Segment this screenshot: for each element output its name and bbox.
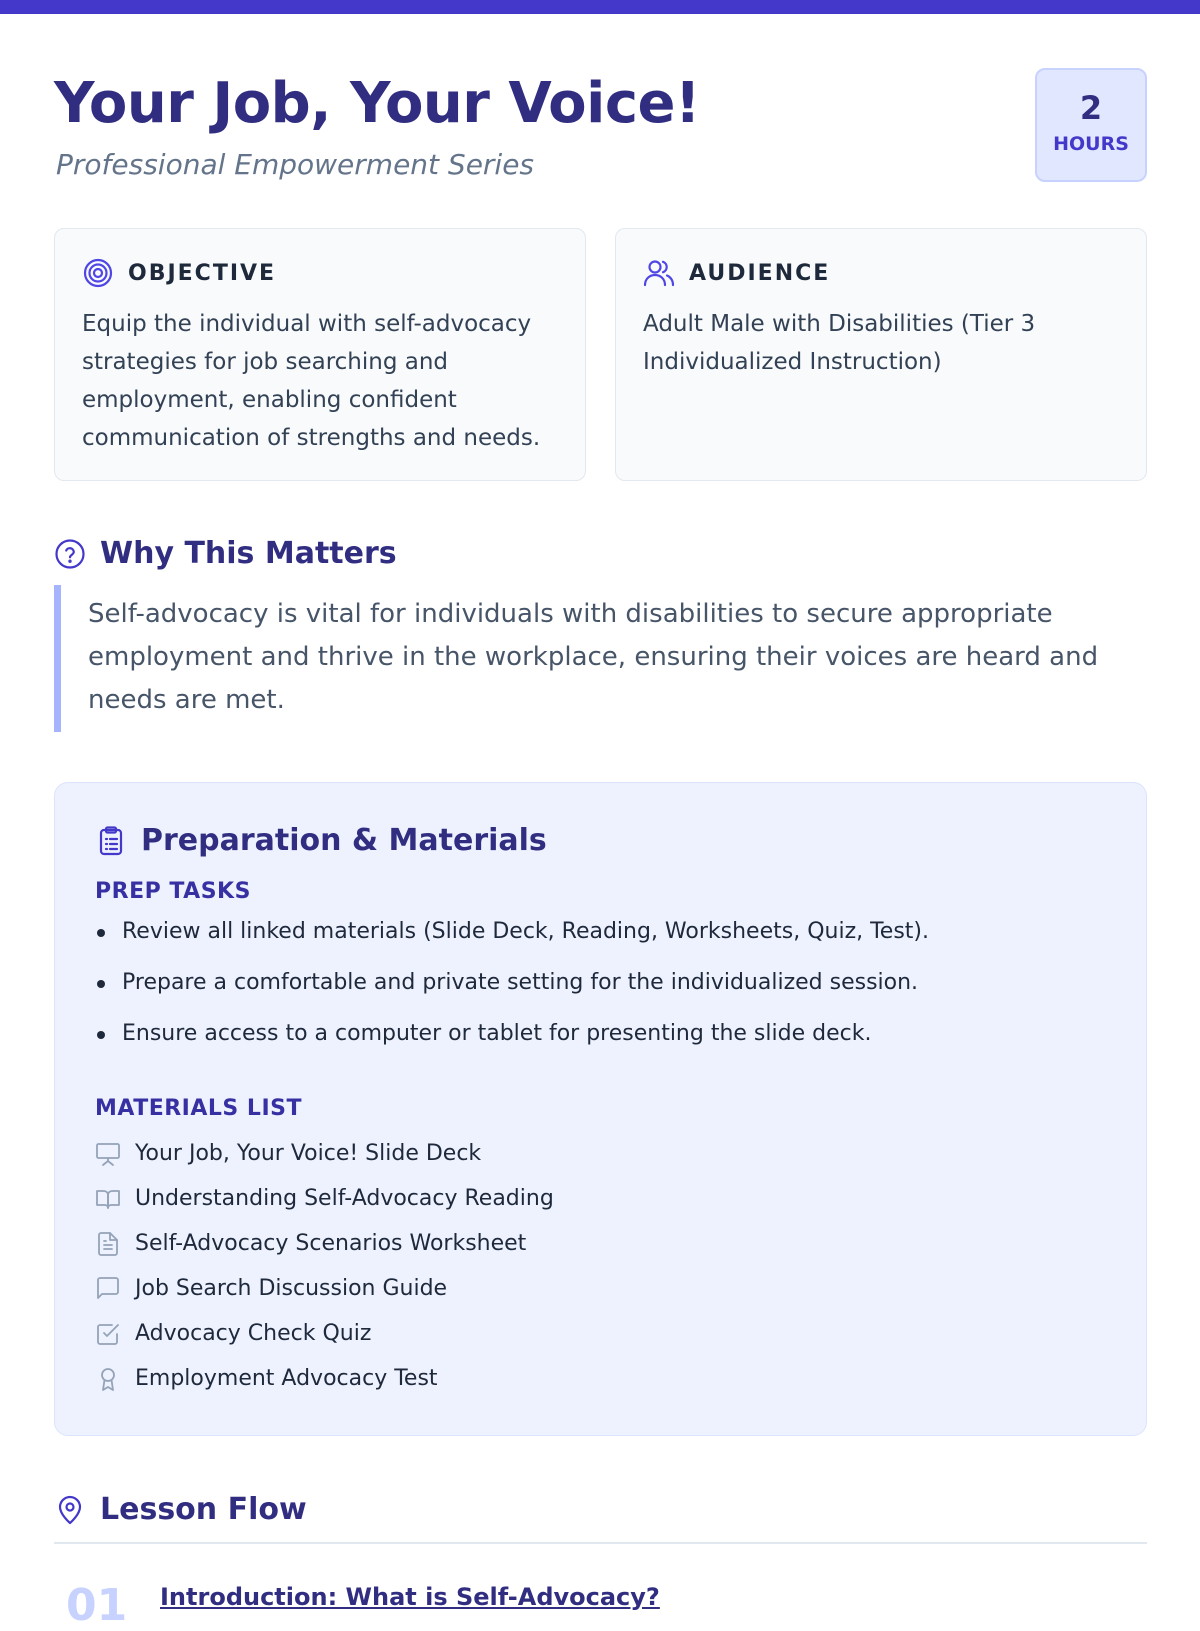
message-square-icon (95, 1276, 121, 1302)
material-item[interactable] (95, 1266, 554, 1311)
material-item[interactable] (95, 1131, 554, 1176)
flow-step-title[interactable]: Introduction: What is Self-Advocacy? (160, 1583, 660, 1611)
objective-card (54, 228, 586, 481)
award-icon (95, 1366, 121, 1392)
book-open-icon (95, 1186, 121, 1212)
prep-tasks-heading: PREP TASKS (95, 879, 251, 904)
material-label: Self-Advocacy Scenarios Worksheet (135, 1231, 527, 1256)
page-header (54, 70, 1147, 190)
duration-badge (1035, 68, 1147, 182)
flow-step-number: 01 (66, 1580, 128, 1631)
preparation-panel (54, 782, 1147, 1436)
clipboard-icon (95, 825, 127, 857)
prep-task-list (95, 915, 929, 1068)
why-section-heading (54, 536, 397, 571)
lesson-flow-title: Lesson Flow (100, 1492, 307, 1527)
lesson-flow-heading (54, 1492, 307, 1527)
material-item[interactable] (95, 1221, 554, 1266)
prep-task-item: Ensure access to a computer or tablet for presenting the slide deck. (95, 1017, 929, 1068)
page-title: Your Job, Your Voice! (54, 71, 701, 136)
prep-title: Preparation & Materials (141, 823, 547, 858)
file-text-icon (95, 1231, 121, 1257)
objective-title: OBJECTIVE (128, 260, 277, 286)
prep-heading (95, 823, 547, 858)
check-square-icon (95, 1321, 121, 1347)
why-quote: Self-advocacy is vital for individuals with disabilities to secure appropriate employment and thrive in the workplace, ensuring their voices are heard and needs are met. (54, 585, 1147, 732)
duration-value: 2 (1079, 89, 1103, 127)
material-label: Your Job, Your Voice! Slide Deck (135, 1141, 482, 1166)
users-icon (643, 257, 675, 289)
prep-task-item: Prepare a comfortable and private setting for the individualized session. (95, 966, 929, 1017)
audience-card (615, 228, 1147, 481)
materials-heading: MATERIALS LIST (95, 1096, 302, 1121)
prep-task-item: Review all linked materials (Slide Deck, Reading, Worksheets, Quiz, Test). (95, 915, 929, 966)
map-pin-icon (54, 1494, 86, 1526)
top-accent-bar (0, 0, 1200, 14)
materials-list (95, 1131, 554, 1401)
duration-unit: HOURS (1053, 133, 1129, 155)
material-label: Job Search Discussion Guide (135, 1276, 448, 1301)
section-divider (54, 1542, 1147, 1544)
audience-title: AUDIENCE (689, 260, 831, 286)
material-label: Advocacy Check Quiz (135, 1321, 372, 1346)
audience-text: Adult Male with Disabilities (Tier 3 Individualized Instruction) (643, 311, 1036, 375)
objective-text: Equip the individual with self-advocacy strategies for job searching and employment, enabling confident communication of strengths and needs. (82, 311, 541, 451)
why-title: Why This Matters (100, 536, 397, 571)
target-icon (82, 257, 114, 289)
help-circle-icon (54, 538, 86, 570)
material-item[interactable] (95, 1356, 554, 1401)
presentation-icon (95, 1141, 121, 1167)
material-label: Understanding Self-Advocacy Reading (135, 1186, 554, 1211)
material-item[interactable] (95, 1176, 554, 1221)
material-item[interactable] (95, 1311, 554, 1356)
material-label: Employment Advocacy Test (135, 1366, 438, 1391)
page-subtitle: Professional Empowerment Series (56, 148, 535, 181)
